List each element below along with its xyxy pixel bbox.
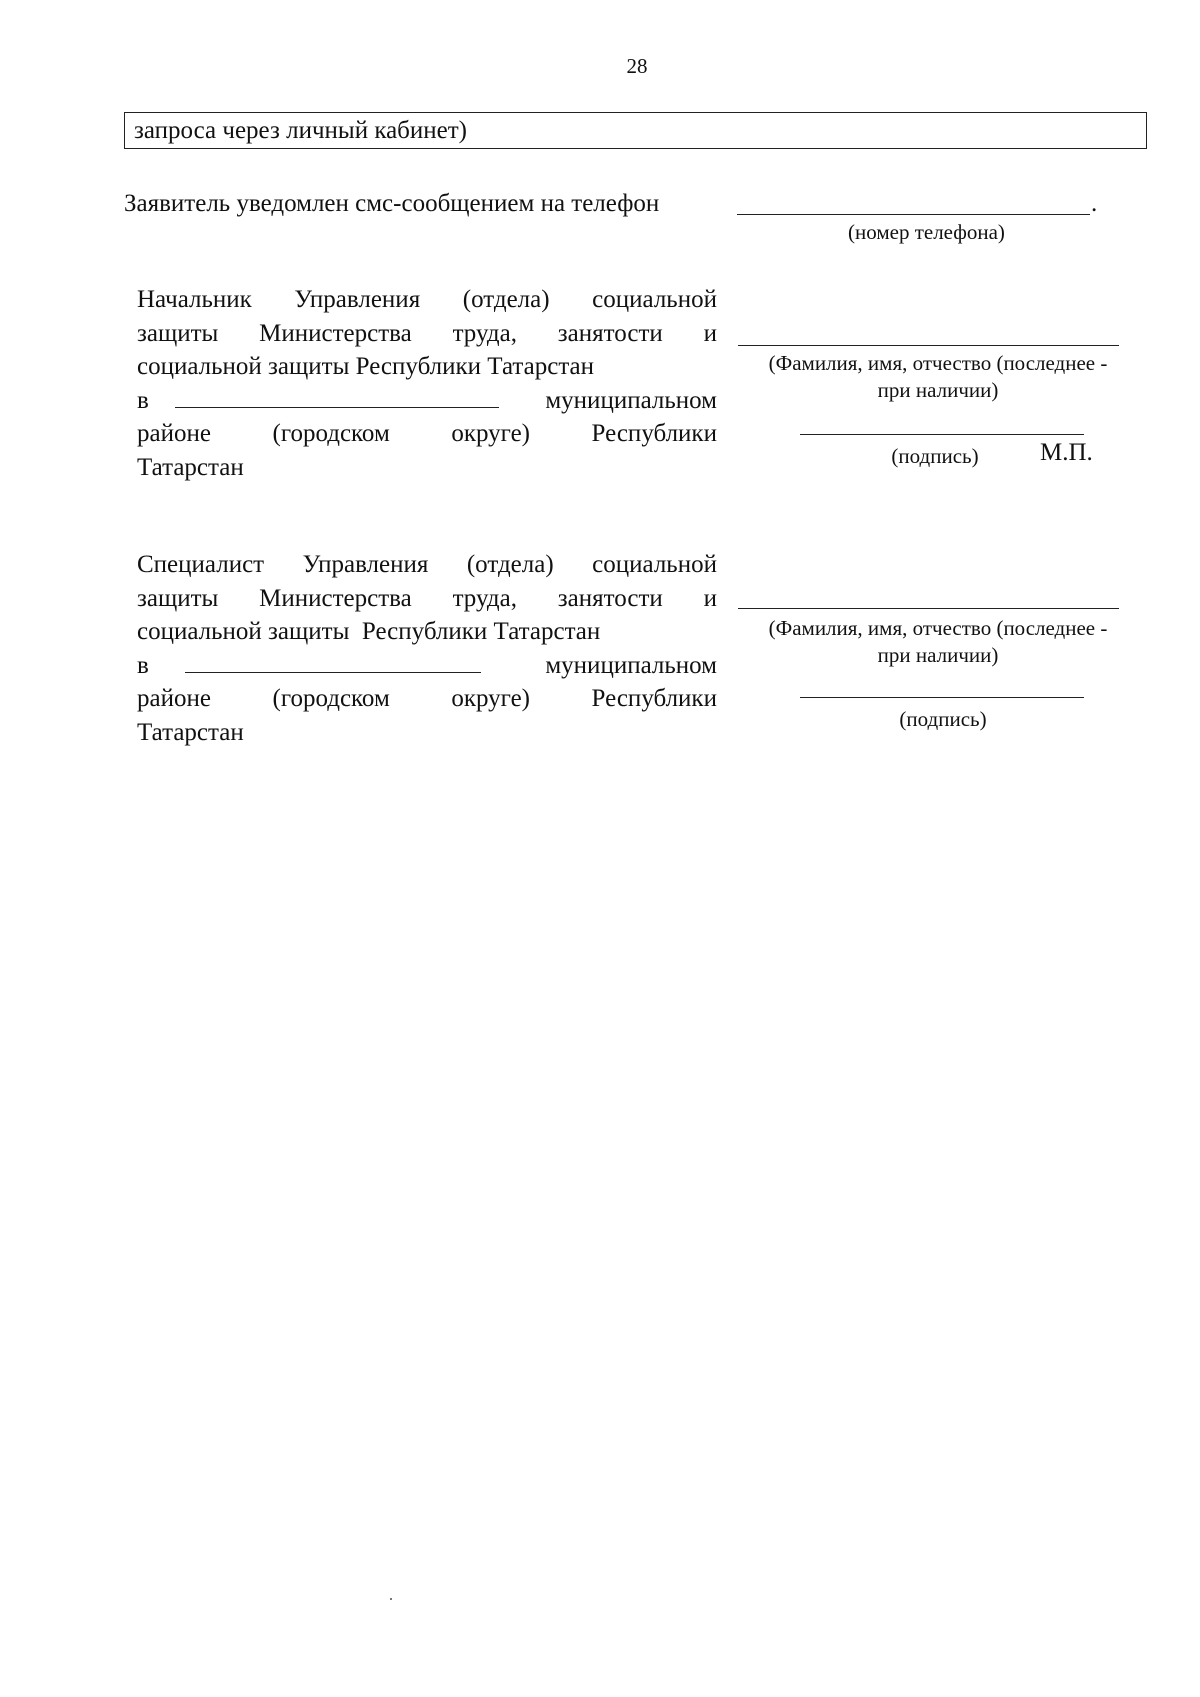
municipality-blank [185, 654, 481, 673]
spec-line-2 [137, 582, 717, 616]
spec-line-5 [137, 682, 717, 716]
specialist-name-caption-1: (Фамилия, имя, отчество (последнее - [768, 616, 1108, 640]
in-prefix: в [137, 651, 149, 679]
word: Специалист [137, 551, 265, 578]
sms-notification-period: . [1091, 190, 1098, 217]
word: (отдела) [462, 286, 550, 313]
word: защиты [137, 319, 219, 347]
head-name-caption-2: при наличии) [877, 378, 999, 402]
specialist-name-blank [738, 608, 1119, 609]
word: социальной [592, 286, 717, 313]
word: Республики [591, 420, 717, 447]
head-line-2 [137, 317, 717, 351]
word: (городском [272, 685, 390, 712]
word: Начальник [137, 286, 252, 313]
word: и [703, 319, 717, 347]
specialist-position-text [137, 548, 717, 749]
specialist-signature-blank [800, 697, 1084, 698]
word: занятости [557, 584, 663, 612]
head-line-4 [137, 384, 717, 418]
sms-notification-text: Заявитель уведомлен смс-сообщением на телефон [124, 190, 660, 217]
head-line-6: Татарстан [137, 453, 244, 481]
head-line-1 [137, 283, 717, 317]
boxed-text: запроса через личный кабинет) [134, 117, 468, 144]
in-prefix: в [137, 386, 149, 414]
head-signature-blank [800, 434, 1084, 435]
specialist-name-caption-2: при наличии) [877, 643, 999, 667]
spec-line-1 [137, 548, 717, 582]
word: труда, [452, 584, 517, 612]
municipality-blank [175, 389, 499, 408]
word: занятости [557, 319, 663, 347]
specialist-signature-caption: (подпись) [899, 707, 987, 731]
in-suffix: муниципальном [545, 386, 717, 414]
word: Управления [302, 551, 429, 578]
word: и [703, 584, 717, 612]
scan-speck [390, 1598, 392, 1600]
phone-number-blank [737, 214, 1090, 215]
word: районе [137, 685, 211, 712]
page-number: 28 [626, 54, 648, 78]
word: (отдела) [466, 551, 554, 578]
word: (городском [272, 420, 390, 447]
word: округе) [451, 420, 530, 447]
spec-line-6: Татарстан [137, 718, 244, 746]
word: защиты [137, 584, 219, 612]
spec-in-row [137, 649, 481, 683]
head-signature-caption: (подпись) [891, 444, 979, 468]
head-line-3: социальной защиты Республики Татарстан [137, 353, 595, 380]
word: районе [137, 420, 211, 447]
word: Республики [591, 685, 717, 712]
word: Министерства [259, 319, 412, 347]
spec-line-4 [137, 649, 717, 683]
phone-number-caption: (номер телефона) [848, 220, 1005, 244]
word: округе) [451, 685, 530, 712]
in-suffix: муниципальном [545, 651, 717, 679]
head-position-text [137, 283, 717, 484]
spec-line-3: социальной защиты Республики Татарстан [137, 618, 601, 645]
head-in-row [137, 384, 499, 418]
head-name-blank [738, 345, 1119, 346]
word: социальной [592, 551, 717, 578]
head-name-caption-1: (Фамилия, имя, отчество (последнее - [768, 351, 1108, 375]
word: Управления [294, 286, 421, 313]
word: труда, [452, 319, 517, 347]
boxed-text-cell [124, 112, 1147, 149]
head-line-5 [137, 417, 717, 451]
seal-mark: М.П. [1040, 439, 1093, 466]
word: Министерства [259, 584, 412, 612]
